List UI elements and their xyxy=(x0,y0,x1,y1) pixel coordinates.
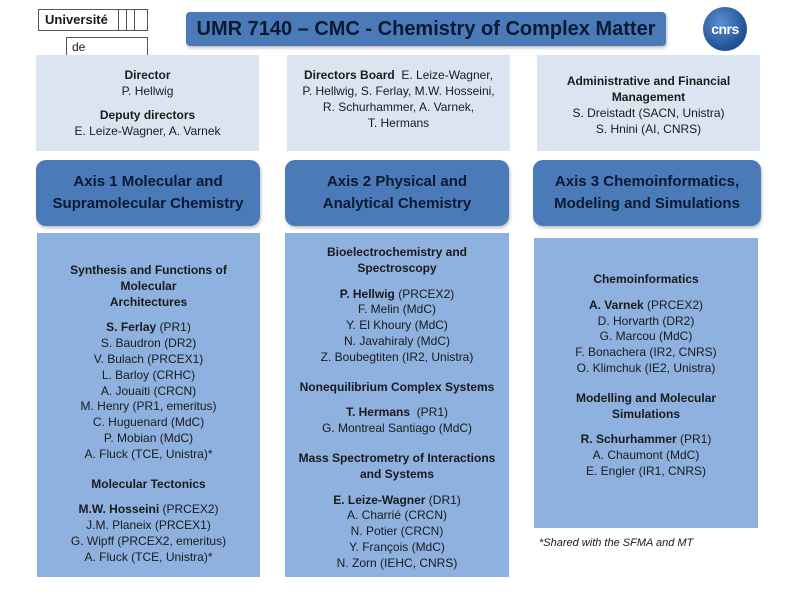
list-item: A. Fluck (TCE, Unistra)* xyxy=(84,549,213,564)
list-item: N. Javahiraly (MdC) xyxy=(343,333,451,348)
axis2-group3-title xyxy=(285,451,509,483)
axis3-group2-lead-name: R. Schurhammer xyxy=(580,432,677,447)
axis2-group1-lead-role: (PRCEX2) xyxy=(394,286,455,301)
axis1-body xyxy=(37,233,260,577)
list-item: A. Jouaiti (CRCN) xyxy=(100,383,197,398)
director-name: P. Hellwig xyxy=(121,84,174,98)
list-item: N. Zorn (IEHC, CNRS) xyxy=(336,555,458,570)
admin-label-line2: Management xyxy=(611,90,686,104)
axis2-title-line2: Analytical Chemistry xyxy=(322,195,472,212)
axis1-group2-title: Molecular Tectonics xyxy=(91,476,206,491)
axis2-group3-lead-role: (DR1) xyxy=(425,492,461,507)
axis1-header xyxy=(36,160,260,226)
list-item: V. Bulach (PRCEX1) xyxy=(93,351,204,366)
director-box xyxy=(36,55,259,151)
list-item: C. Huguenard (MdC) xyxy=(92,415,205,430)
logo-bars-decoration xyxy=(114,9,144,31)
axis1-group2-lead-role: (PRCEX2) xyxy=(159,502,219,517)
axis2-group1-lead xyxy=(285,287,509,303)
axis3-group1-title: Chemoinformatics xyxy=(593,272,699,286)
axis3-title-line1: Axis 3 Chemoinformatics, xyxy=(554,173,740,190)
axis2-group1-title-line2: Spectroscopy xyxy=(357,260,437,275)
axis1-group1-title xyxy=(37,263,260,310)
axis2-group2-lead-role: (PR1) xyxy=(410,405,449,420)
list-item: N. Potier (CRCN) xyxy=(350,524,444,539)
axis2-group2-lead xyxy=(285,405,509,421)
axis2-group3-title-line2: and Systems xyxy=(359,466,435,481)
list-item: G. Montreal Santiago (MdC) xyxy=(321,421,473,436)
axis2-group3-lead-name: E. Leize-Wagner xyxy=(333,492,426,507)
axis2-group2-lead-name: T. Hermans xyxy=(345,405,410,420)
list-item: G. Wipff (PRCEX2, emeritus) xyxy=(70,533,227,548)
axis3-group1-lead-role: (PRCEX2) xyxy=(643,297,704,312)
axis2-body xyxy=(285,233,509,577)
list-item: Z. Boubegtiten (IR2, Unistra) xyxy=(320,349,474,364)
board-line2: P. Hellwig, S. Ferlay, M.W. Hosseini, xyxy=(302,84,495,98)
list-item: Y. El Khoury (MdC) xyxy=(346,318,448,333)
list-item: A. Chaumont (MdC) xyxy=(592,448,700,463)
axis1-group1-lead-role: (PR1) xyxy=(156,320,191,335)
board-line4: T. Hermans xyxy=(367,116,430,130)
axis1-group1-lead xyxy=(37,320,260,336)
logo-university-line1: Université xyxy=(38,9,148,31)
axis2-title-line1: Axis 2 Physical and xyxy=(326,173,468,190)
directors-board-box xyxy=(287,55,510,151)
axis2-group2-title: Nonequilibrium Complex Systems xyxy=(299,379,495,394)
axis2-group3-title-line1: Mass Spectrometry of Interactions xyxy=(298,450,496,465)
board-line1: E. Leize-Wagner, xyxy=(401,68,493,82)
axis1-group2-lead xyxy=(37,502,260,518)
list-item: F. Melin (MdC) xyxy=(357,302,436,317)
admin-line2: S. Hnini (AI, CNRS) xyxy=(595,122,702,136)
axis2-group1-title xyxy=(285,245,509,277)
axis3-header xyxy=(533,160,761,226)
list-item: G. Marcou (MdC) xyxy=(599,329,693,344)
cnrs-logo: cnrs xyxy=(703,7,747,51)
page-title: UMR 7140 – CMC - Chemistry of Complex Matter xyxy=(186,12,666,46)
list-item: M. Henry (PR1, emeritus) xyxy=(80,399,217,414)
university-of-strasbourg-logo xyxy=(38,9,148,54)
list-item: D. Horvarth (DR2) xyxy=(597,313,695,328)
deputy-directors-names: E. Leize-Wagner, A. Varnek xyxy=(74,124,221,138)
list-item: J.M. Planeix (PRCEX1) xyxy=(86,518,211,533)
axis1-title-line1: Axis 1 Molecular and xyxy=(73,173,223,190)
list-item: S. Baudron (DR2) xyxy=(100,336,197,351)
list-item: F. Bonachera (IR2, CNRS) xyxy=(575,345,717,360)
admin-label-line1: Administrative and Financial xyxy=(566,74,731,88)
director-label: Director xyxy=(124,68,171,82)
axis2-group3-lead xyxy=(285,493,509,509)
axis3-group2-lead-role: (PR1) xyxy=(676,432,712,447)
axis3-group1-lead xyxy=(534,298,758,314)
axis1-group1-lead-name: S. Ferlay xyxy=(106,320,157,335)
logo-university-line2: de xyxy=(66,37,148,57)
axis3-group2-title: Modelling and Molecular Simulations xyxy=(575,390,716,421)
footnote: *Shared with the SFMA and MT xyxy=(539,537,694,549)
axis1-group1-title-line2: Architectures xyxy=(109,294,188,309)
list-item: O. Klimchuk (IE2, Unistra) xyxy=(576,360,716,375)
list-item: Y. François (MdC) xyxy=(349,539,445,554)
list-item: L. Barloy (CRHC) xyxy=(101,367,196,382)
axis2-header xyxy=(285,160,509,226)
deputy-directors-label: Deputy directors xyxy=(99,108,196,122)
board-line3: R. Schurhammer, A. Varnek, xyxy=(322,100,475,114)
list-item: A. Fluck (TCE, Unistra)* xyxy=(84,446,213,461)
axis1-group2-lead-name: M.W. Hosseini xyxy=(78,502,160,517)
list-item: E. Engler (IR1, CNRS) xyxy=(585,463,707,478)
list-item: P. Mobian (MdC) xyxy=(103,430,194,445)
axis1-title-line2: Supramolecular Chemistry xyxy=(52,195,244,212)
axis3-title-line2: Modeling and Simulations xyxy=(554,195,740,212)
admin-line1: S. Dreistadt (SACN, Unistra) xyxy=(572,106,725,120)
axis1-group1-title-line1: Synthesis and Functions of Molecular xyxy=(70,263,227,293)
directors-board-label: Directors Board xyxy=(304,68,395,82)
admin-management-box xyxy=(537,55,760,151)
axis2-group1-lead-name: P. Hellwig xyxy=(339,286,395,301)
axis3-group2-lead xyxy=(534,432,758,448)
list-item: A. Charrié (CRCN) xyxy=(346,508,447,523)
axis2-group1-title-line1: Bioelectrochemistry and xyxy=(326,245,468,259)
axis3-group1-lead-name: A. Varnek xyxy=(588,297,644,312)
axis3-body xyxy=(534,238,758,528)
